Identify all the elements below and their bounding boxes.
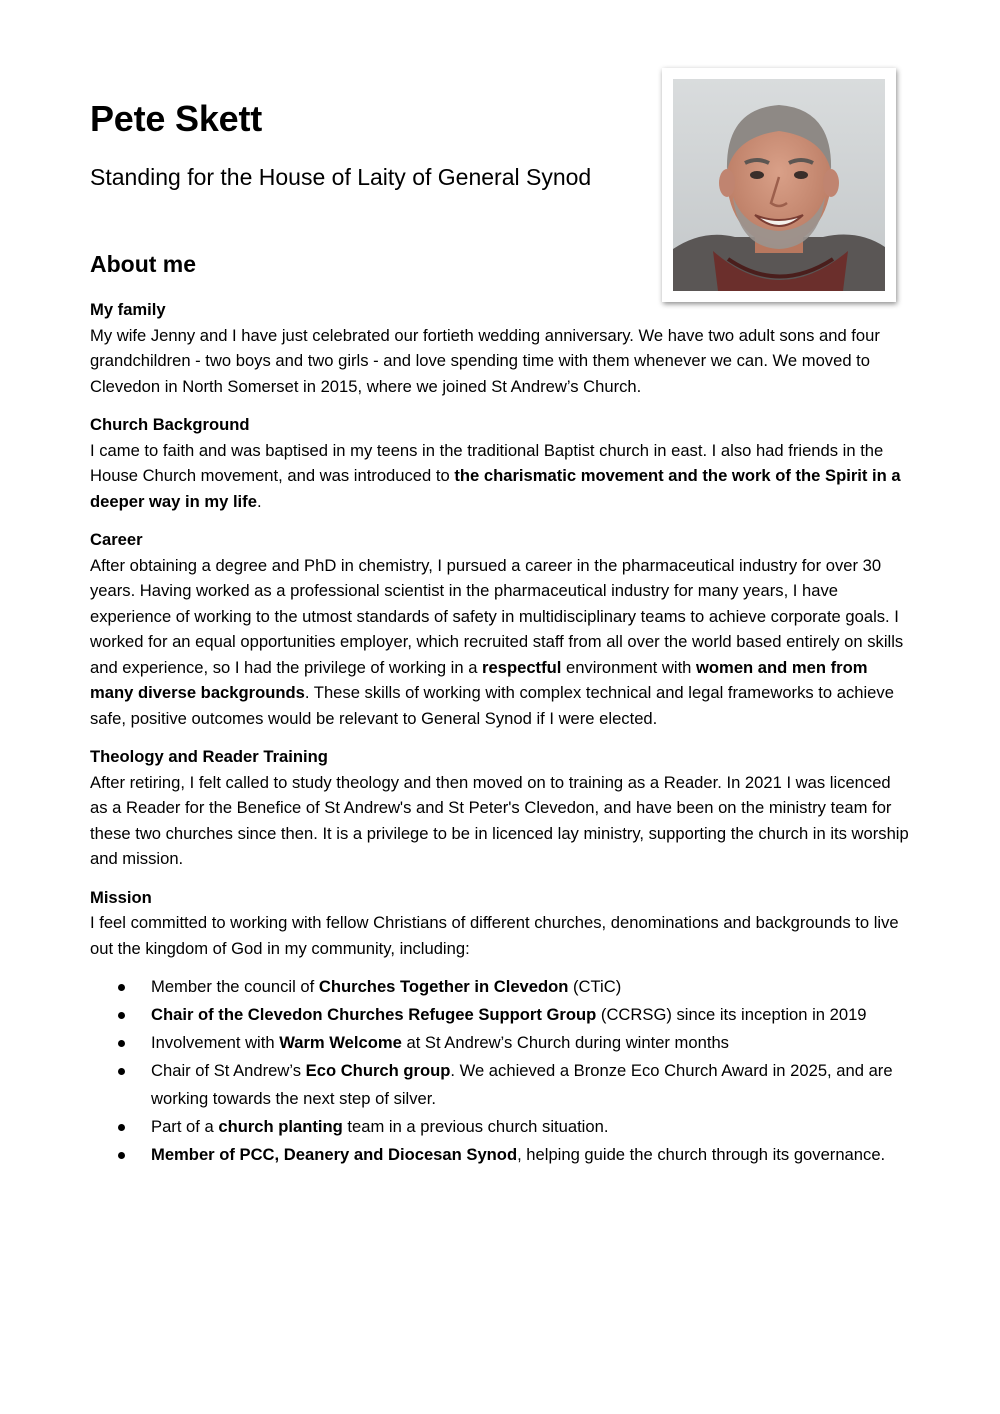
- list-item-text: Involvement with: [151, 1033, 280, 1052]
- list-item-bold: church planting: [218, 1117, 343, 1136]
- section-text-theology: After retiring, I felt called to study theology and then moved on to training as a Reader. In 2021 I was licenced as a Reader for the Benefice of St Andrew's and St Peter's Clevedon, and have been on the ministry team for these two churches since then. It is a privilege to be in licenced lay ministry, supporting the church in its worship and mission.: [90, 772, 909, 868]
- section-text-mission: I feel committed to working with fellow Christians of different churches, denominations and backgrounds to live out the kingdom of God in my community, including:: [90, 913, 899, 958]
- section-theology: [90, 744, 912, 872]
- bullet-icon: [118, 984, 125, 991]
- bullet-icon: [118, 1040, 125, 1047]
- church-bold-text: the charismatic movement and the work of the Spirit in a deeper way in my life: [90, 466, 901, 511]
- list-item: [90, 1029, 912, 1057]
- career-text-part: After obtaining a degree and PhD in chemistry, I pursued a career in the pharmaceutical industry for over 30 years. Having worked as a professional scientist in the pharmaceutical industry for many years, I have experience of working to the utmost standards of safety in multidisciplinary teams to achieve corporate goals. I worked for an equal opportunities employer, which recruited staff from all over the world based entirely on skills and experience, so I had the privilege of working in a: [90, 555, 904, 677]
- church-text-part: .: [256, 491, 262, 511]
- about-me-heading: About me: [90, 251, 197, 277]
- section-heading-career: Career: [90, 530, 143, 549]
- section-heading-church: Church Background: [90, 415, 250, 434]
- career-text-part: environment with: [561, 657, 697, 677]
- section-mission: [90, 885, 912, 1170]
- list-item-text: (CCRSG) since its inception in 2019: [596, 1005, 867, 1024]
- list-item-text: Member the council of: [151, 977, 319, 996]
- list-item-bold: Warm Welcome: [279, 1033, 402, 1052]
- list-item-bold: Chair of the Clevedon Churches Refugee Support Group: [151, 1005, 597, 1024]
- list-item-bold: Churches Together in Clevedon: [318, 977, 569, 996]
- list-item-text: , helping guide the church through its governance.: [517, 1145, 886, 1164]
- manifesto-body: [90, 297, 912, 1182]
- career-bold-text: women and men from many diverse backgrounds: [90, 657, 868, 702]
- bullet-icon: [118, 1152, 125, 1159]
- section-text-career: [90, 553, 912, 732]
- section-text-church: [90, 438, 912, 515]
- candidate-photo: [673, 79, 885, 291]
- section-text-family: My wife Jenny and I have just celebrated our fortieth wedding anniversary. We have two adult sons and four grandchildren - two boys and two girls - and love spending time with them whenever we can. We moved to Clevedon in North Somerset in 2015, where we joined St Andrew’s Church.: [90, 325, 880, 396]
- section-church-background: [90, 412, 912, 514]
- list-item-text: . We achieved a Bronze Eco Church Award in 2025, and are working towards the next step of silver.: [151, 1061, 893, 1108]
- bullet-icon: [118, 1068, 125, 1075]
- list-item-text: Chair of St Andrew’s: [151, 1061, 306, 1080]
- list-item-bold: Member of PCC, Deanery and Diocesan Synod: [151, 1145, 518, 1164]
- list-item-text: at St Andrew’s Church during winter months: [401, 1033, 729, 1052]
- candidate-name: Pete Skett: [90, 98, 263, 139]
- career-text-part: . These skills of working with complex technical and legal frameworks to achieve safe, positive outcomes would be relevant to General Synod if I were elected.: [90, 683, 894, 728]
- section-heading-mission: Mission: [90, 887, 152, 907]
- section-career: [90, 527, 912, 731]
- list-item-text: team in a previous church situation.: [342, 1117, 609, 1136]
- church-text-part: I came to faith and was baptised in my teens in the traditional Baptist church in east. I also had friends in the House Church movement, and was introduced to: [90, 440, 884, 485]
- portrait-image: [673, 79, 885, 291]
- section-heading-theology: Theology and Reader Training: [90, 747, 328, 766]
- bullet-icon: [118, 1012, 125, 1019]
- candidate-photo-frame: [662, 68, 896, 302]
- list-item: [90, 1113, 912, 1141]
- section-family: [90, 297, 912, 399]
- list-item-text: (CTiC): [568, 977, 622, 996]
- list-item: [90, 1141, 912, 1169]
- career-bold-text: respectful: [482, 657, 562, 677]
- list-item: [90, 1001, 912, 1029]
- list-item: [90, 973, 912, 1001]
- list-item-text: Part of a: [151, 1117, 219, 1136]
- bullet-icon: [118, 1124, 125, 1131]
- candidate-subtitle: Standing for the House of Laity of General Synod: [90, 164, 592, 190]
- mission-list: [90, 973, 912, 1169]
- list-item-bold: Eco Church group: [305, 1061, 451, 1080]
- list-item: [90, 1057, 912, 1113]
- section-heading-family: My family: [90, 300, 166, 319]
